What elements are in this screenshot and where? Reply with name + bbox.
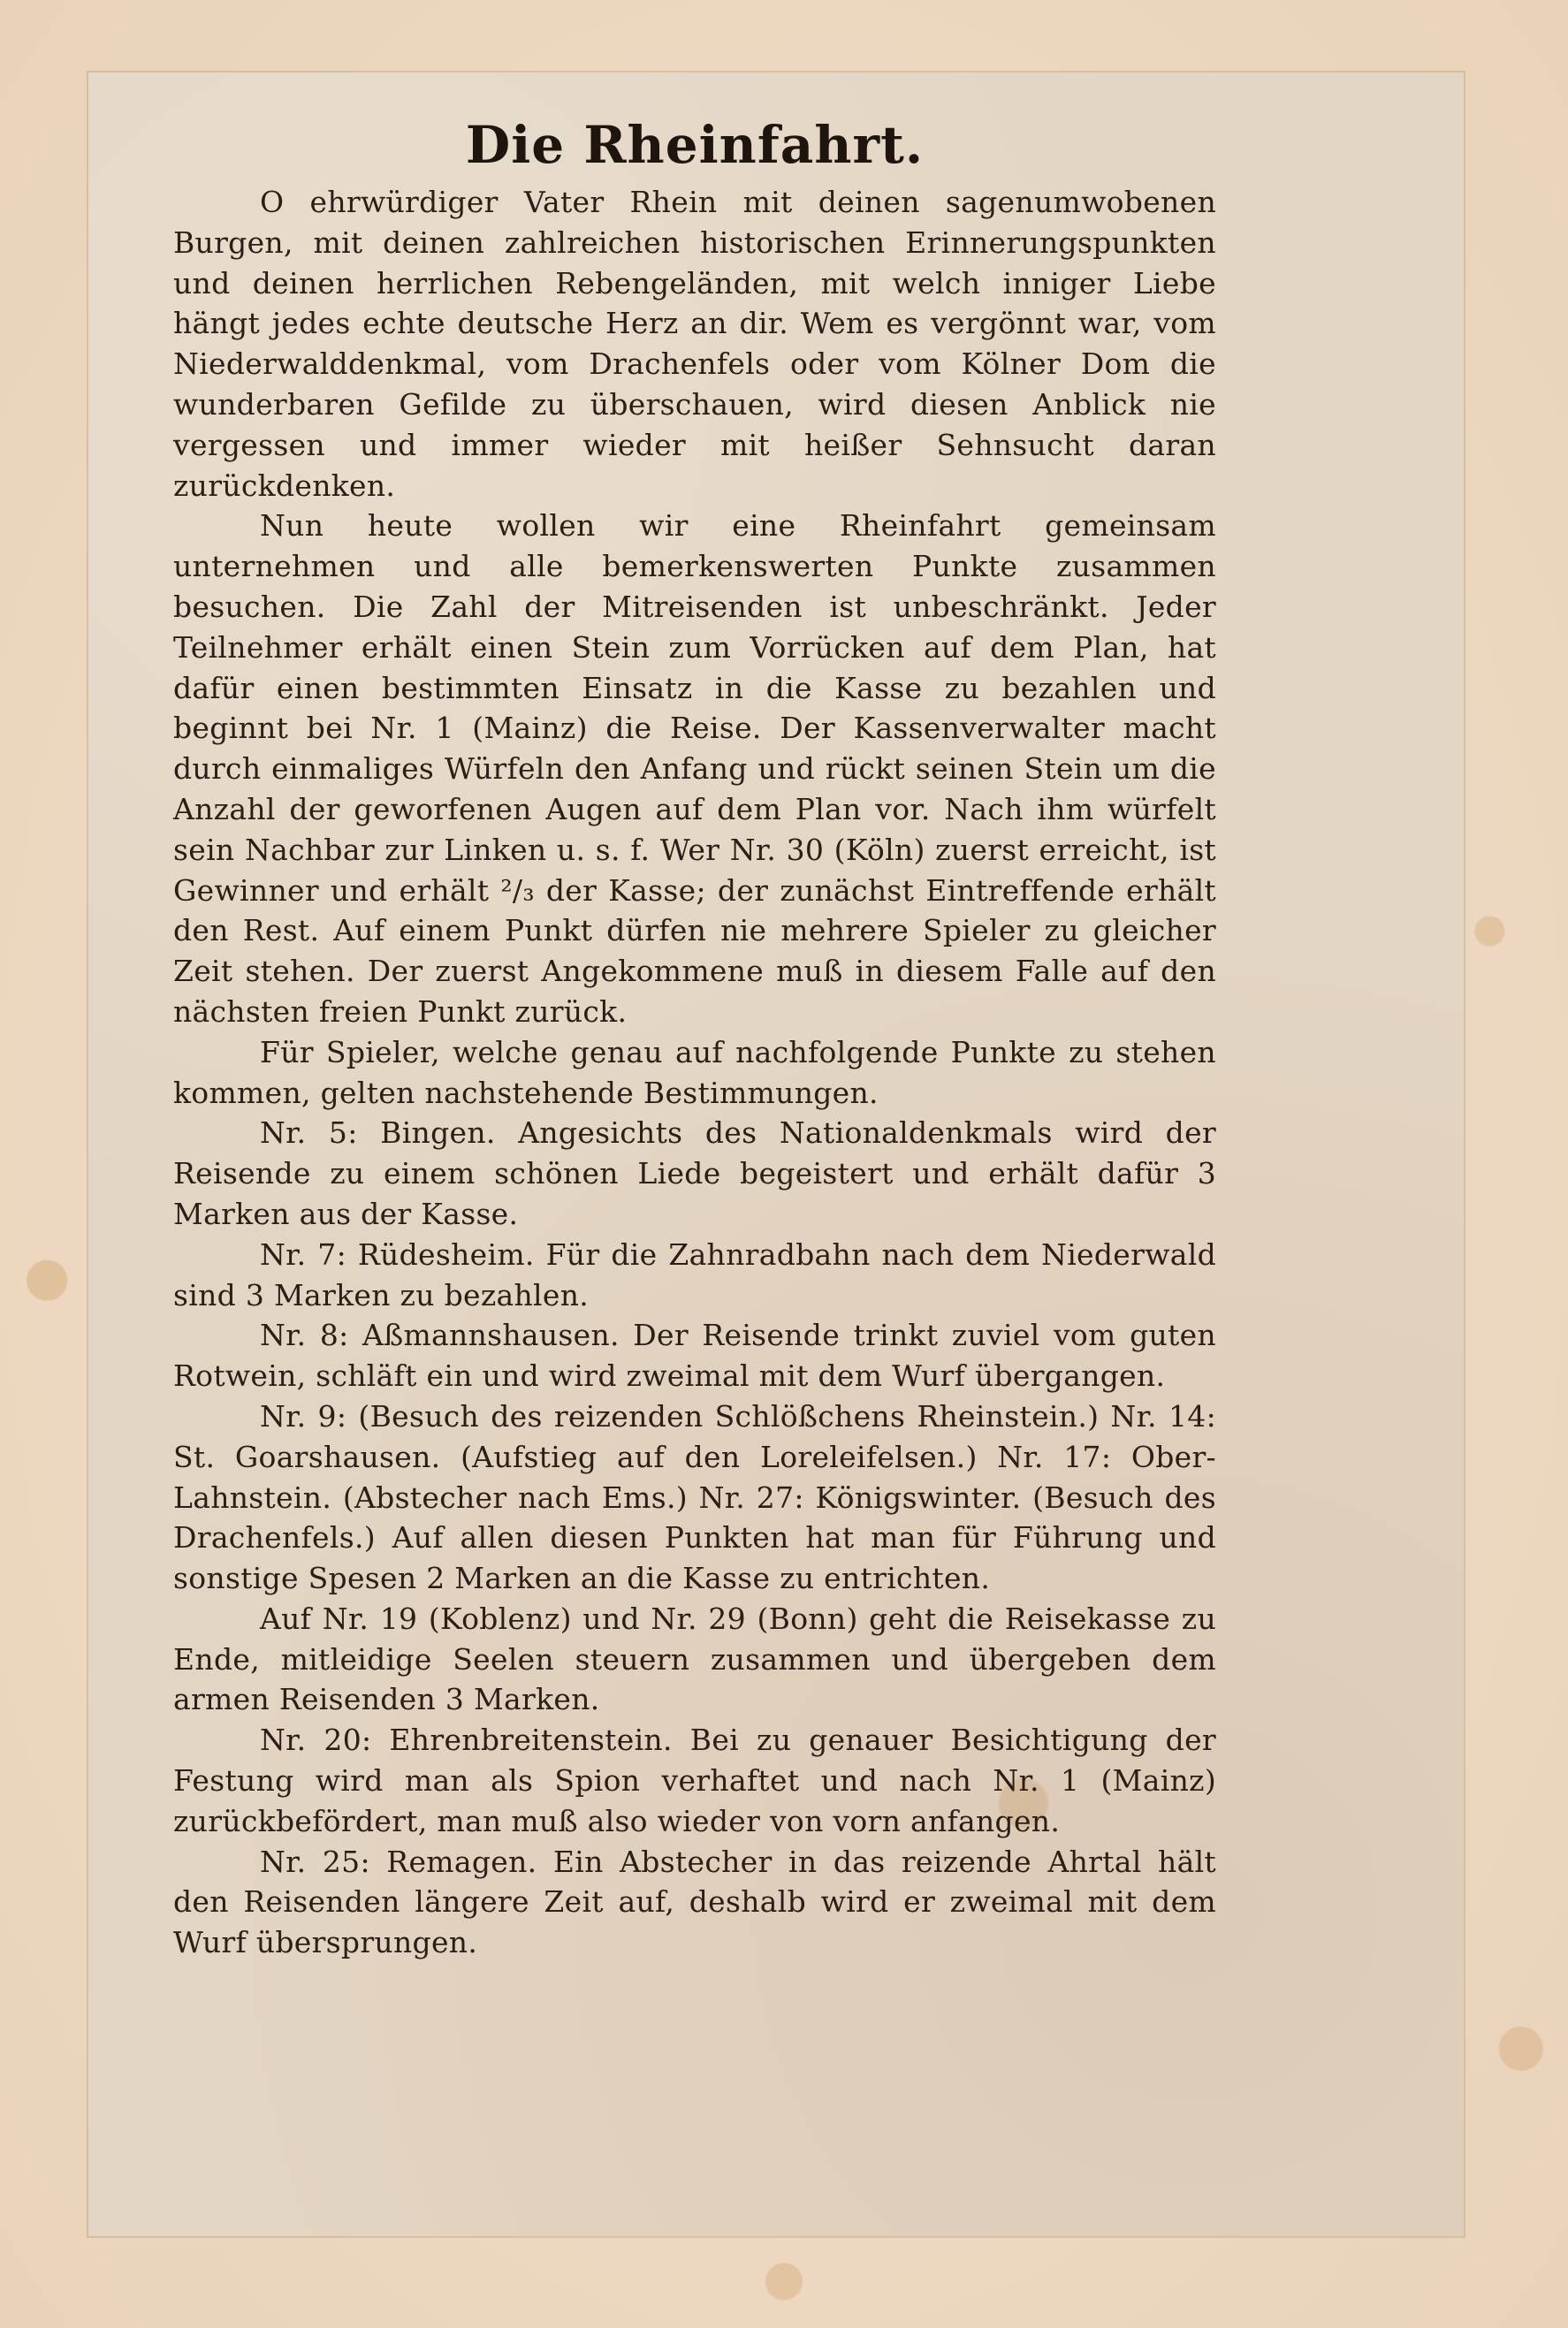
rule-remagen: Nr. 25: Remagen. Ein Abstecher in das reizende Ahrtal hält den Reisenden längere Zeit auf, deshalb wird er zweimal mit dem Wurf übersprungen. xyxy=(173,1844,1216,1960)
rule-sightseeing-fees: Nr. 9: (Besuch des reizenden Schlößchens Rheinstein.) Nr. 14: St. Goarshausen. (Aufstieg auf den Loreleifelsen.) Nr. 17: Ober-Lahnstein. (Abstecher nach Ems.) Nr. 27: Königswinter. (Besuch des Drachenfels.) Auf allen diesen Punkten hat man für Führung und sonstige Spesen 2 Marken an die Kasse zu entrichten. xyxy=(173,1398,1216,1596)
rule-assmannshausen: Nr. 8: Aßmannshausen. Der Reisende trinkt zuviel vom guten Rotwein, schläft ein und wird zweimal mit dem Wurf übergangen. xyxy=(173,1318,1216,1394)
document-text xyxy=(173,113,1216,1963)
paragraph-special-points: Für Spieler, welche genau auf nachfolgende Punkte zu stehen kommen, gelten nachstehende Bestimmungen. xyxy=(173,1034,1216,1110)
rule-ehrenbreitenstein: Nr. 20: Ehrenbreitenstein. Bei zu genauer Besichtigung der Festung wird man als Spion verhaftet und nach Nr. 1 (Mainz) zurückbefördert, man muß also wieder von vorn anfangen. xyxy=(173,1723,1216,1838)
document-title: Die Rheinfahrt. xyxy=(465,115,925,175)
rule-ruedesheim: Nr. 7: Rüdesheim. Für die Zahnradbahn nach dem Niederwald sind 3 Marken zu bezahlen. xyxy=(173,1236,1216,1312)
rule-bingen: Nr. 5: Bingen. Angesichts des Nationaldenkmals wird der Reisende zu einem schönen Liede begeistert und erhält dafür 3 Marken aus der Kasse. xyxy=(173,1115,1216,1231)
paragraph-intro: O ehrwürdiger Vater Rhein mit deinen sagenumwobenen Burgen, mit deinen zahlreichen historischen Erinnerungspunkten und deinen herrlichen Rebengeländen, mit welch inniger Liebe hängt jedes echte deutsche Herz an dir. Wem es vergönnt war, vom Niederwalddenkmal, vom Drachenfels oder vom Kölner Dom die wunderbaren Gefilde zu überschauen, wird diesen Anblick nie vergessen und immer wieder mit heißer Sehnsucht daran zurückdenken. xyxy=(173,185,1216,503)
paragraph-rules: Nun heute wollen wir eine Rheinfahrt gemeinsam unternehmen und alle bemerkenswerten Punkte zusammen besuchen. Die Zahl der Mitreisenden ist unbeschränkt. Jeder Teilnehmer erhält einen Stein zum Vorrücken auf dem Plan, hat dafür einen bestimmten Einsatz in die Kasse zu bezahlen und beginnt bei Nr. 1 (Mainz) die Reise. Der Kassenverwalter macht durch einmaliges Würfeln den Anfang und rückt seinen Stein um die Anzahl der geworfenen Augen auf dem Plan vor. Nach ihm würfelt sein Nachbar zur Linken u. s. f. Wer Nr. 30 (Köln) zuerst erreicht, ist Gewinner und erhält ²/₃ der Kasse; der zunächst Eintreffende erhält den Rest. Auf einem Punkt dürfen nie mehrere Spieler zu gleicher Zeit stehen. Der zuerst Angekommene muß in diesem Falle auf den nächsten freien Punkt zurück. xyxy=(173,508,1216,1029)
rule-koblenz-bonn: Auf Nr. 19 (Koblenz) und Nr. 29 (Bonn) geht die Reisekasse zu Ende, mitleidige Seelen steuern zusammen und übergeben dem armen Reisenden 3 Marken. xyxy=(173,1601,1216,1717)
